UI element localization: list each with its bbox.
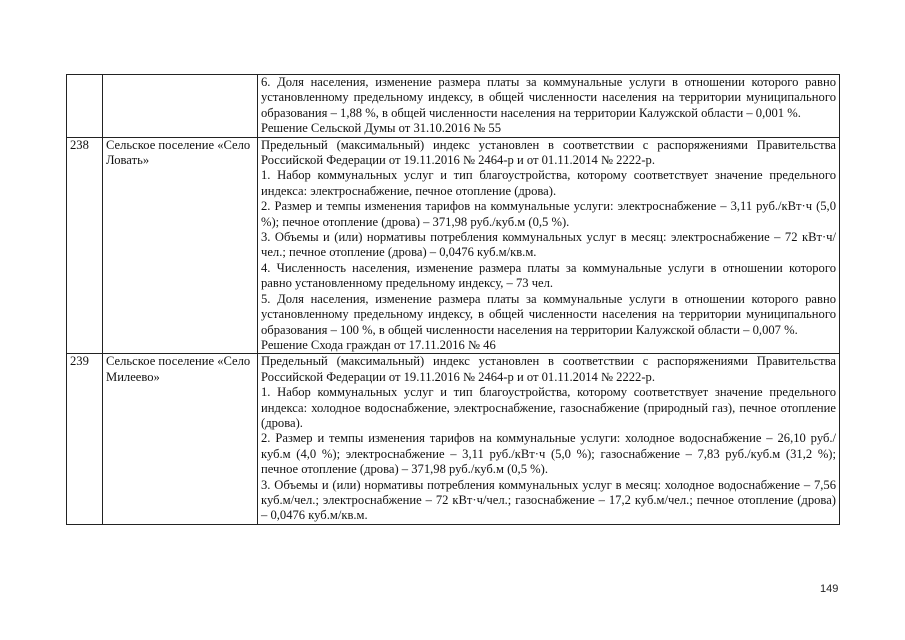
row-number: 239: [67, 354, 103, 524]
row-description: [258, 137, 840, 354]
paragraph: 5. Доля населения, изменение размера платы за коммунальные услуги в отношении которого равно установленному предельному индексу, в общей численности населения на территории муниципального образования – 100 %, в общей численности населения на территории Калужской области – 0,007 %.: [261, 291, 836, 337]
paragraph: 3. Объемы и (или) нормативы потребления коммунальных услуг в месяц: холодное водоснабжение – 7,56 куб.м/чел.; электроснабжение – 72 кВт·ч/чел.; газоснабжение – 17,2 куб.м/чел.; печное отопление (дрова) – 0,0476 куб.м/кв.м.: [261, 477, 836, 523]
row-description: [258, 354, 840, 524]
paragraph: 1. Набор коммунальных услуг и тип благоустройства, которому соответствует значение предельного индекса: холодное водоснабжение, электроснабжение, газоснабжение (природный газ), печное отопление (дрова).: [261, 385, 836, 430]
row-number: [67, 75, 103, 138]
paragraph: 1. Набор коммунальных услуг и тип благоустройства, которому соответствует значение предельного индекса: электроснабжение, печное отопление (дрова).: [261, 168, 836, 198]
paragraph: 2. Размер и темпы изменения тарифов на коммунальные услуги: холодное водоснабжение – 26,10 руб./куб.м (4,0 %); электроснабжение – 3,11 руб./кВт·ч (5,0 %); газоснабжение – 7,83 руб./куб.м (31,2 %); печное отопление (дрова) – 371,98 руб./куб.м (0,5 %).: [261, 431, 836, 477]
paragraph: 3. Объемы и (или) нормативы потребления коммунальных услуг в месяц: электроснабжение – 72 кВт·ч/чел.; печное отопление (дрова) – 0,0476 куб.м/кв.м.: [261, 230, 836, 260]
decision-reference: Решение Сельской Думы от 31.10.2016 № 55: [261, 121, 502, 136]
regulation-table: [66, 74, 840, 525]
settlement-name: Сельское поселение «Село Милеево»: [103, 354, 258, 524]
table-row: [67, 354, 840, 524]
paragraph: Предельный (максимальный) индекс установлен в соответствии с распоряжениями Правительства Российской Федерации от 19.11.2016 № 2464-р и от 01.11.2014 № 2222-р.: [261, 137, 836, 168]
paragraph: 4. Численность населения, изменение размера платы за коммунальные услуги в отношении которого равно установленному предельному индексу, – 73 чел.: [261, 260, 836, 291]
paragraph: 2. Размер и темпы изменения тарифов на коммунальные услуги: электроснабжение – 3,11 руб./кВт·ч (5,0 %); печное отопление (дрова) – 371,98 руб./куб.м (0,5 %).: [261, 199, 836, 229]
paragraph: 6. Доля населения, изменение размера платы за коммунальные услуги в отношении которого равно установленному предельному индексу, в общей численности населения на территории муниципального образования – 1,88 %, в общей численности населения на территории Калужской области – 0,001 %.: [261, 75, 836, 120]
settlement-name: [103, 75, 258, 138]
paragraph: Предельный (максимальный) индекс установлен в соответствии с распоряжениями Правительства Российской Федерации от 19.11.2016 № 2464-р и от 01.11.2014 № 2222-р.: [261, 354, 836, 384]
row-description: [258, 75, 840, 138]
table-row: [67, 137, 840, 354]
settlement-name: Сельское поселение «Село Ловать»: [103, 137, 258, 354]
page-number: 149: [820, 583, 839, 595]
row-number: 238: [67, 137, 103, 354]
decision-reference: Решение Схода граждан от 17.11.2016 № 46: [261, 337, 496, 352]
table-row: [67, 75, 840, 138]
